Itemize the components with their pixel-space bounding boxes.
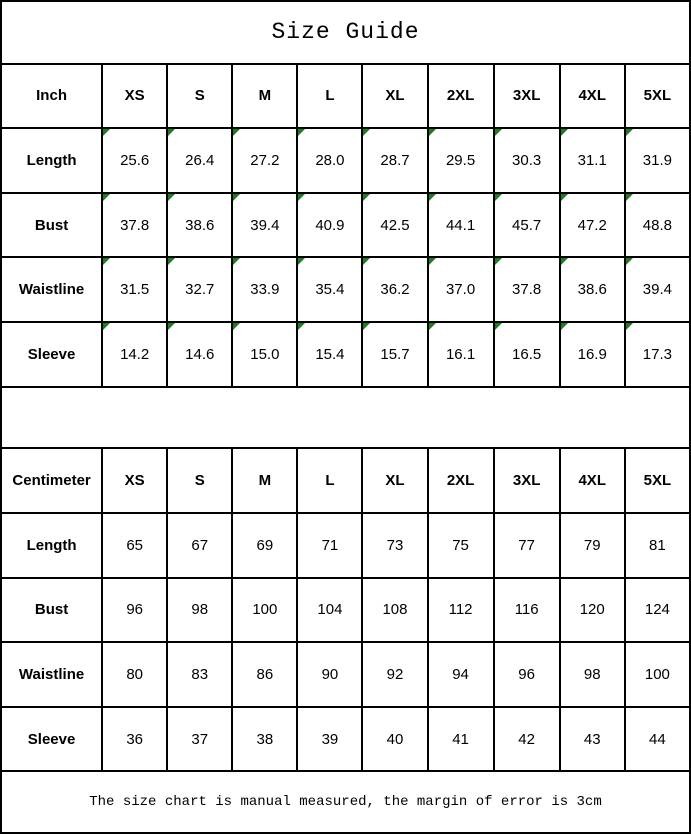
size-value-cell [167,578,232,643]
size-value-cell [297,257,362,322]
size-value-cell [428,642,494,707]
cell-value-text: 38.6 [185,216,215,234]
size-value-cell [362,322,427,387]
cell-marker-icon [168,323,175,330]
size-value-cell [232,128,297,193]
cell-value-text: 15.0 [250,345,280,363]
size-value-cell [560,128,625,193]
size-value-cell [625,707,690,772]
size-value-cell [102,128,167,193]
size-value-cell [428,128,494,193]
size-header-row [1,64,690,129]
measurement-row [1,322,690,387]
size-value-cell [167,707,232,772]
size-value-cell [297,707,362,772]
cell-value-text: 92 [386,665,404,683]
cell-value-text: 39.4 [642,281,672,299]
size-header-cell: S [167,64,232,129]
size-header-cell: M [232,64,297,129]
cell-marker-icon [495,194,502,201]
cell-marker-icon [363,194,370,201]
size-header-cell: XL [362,64,427,129]
inch-table-body [1,64,690,387]
cell-value-text: 15.4 [315,345,345,363]
cell-value-text: 29.5 [445,152,476,170]
size-value-cell [167,193,232,258]
size-value-cell [625,128,690,193]
cell-value-text: 71 [321,536,339,554]
cell-marker-icon [626,194,633,201]
cell-value-text: 47.2 [577,216,607,234]
measurement-label-cell: Bust [1,193,102,258]
size-value-cell [297,513,362,578]
size-value-cell [560,578,625,643]
measurement-row [1,642,690,707]
cell-marker-icon [495,129,502,136]
cell-value-text: 75 [452,536,469,554]
cell-value-text: 27.2 [250,152,280,170]
cell-marker-icon [298,194,305,201]
cell-marker-icon [495,323,502,330]
size-value-cell [102,642,167,707]
cell-value-text: 80 [126,665,144,683]
cell-marker-icon [429,258,436,265]
cell-value-text: 67 [191,536,209,554]
cell-marker-icon [233,323,240,330]
size-value-cell [297,128,362,193]
cell-value-text: 25.6 [120,152,150,170]
cell-value-text: 44.1 [445,216,476,234]
cell-value-text: 31.5 [120,281,150,299]
size-value-cell [625,322,690,387]
size-value-cell [494,128,560,193]
cell-value-text: 79 [583,536,601,554]
size-value-cell [297,193,362,258]
size-value-cell [102,578,167,643]
cell-value-text: 83 [191,665,209,683]
size-value-cell [102,193,167,258]
cell-value-text: 73 [386,536,404,554]
cell-value-text: 39.4 [250,216,280,234]
spacer-section [1,387,690,449]
spacer-row [1,387,690,449]
size-value-cell [362,513,427,578]
cell-value-text: 100 [644,665,670,683]
size-value-cell [625,193,690,258]
cell-value-text: 33.9 [250,281,280,299]
measurement-label-cell: Bust [1,578,102,643]
cell-value-text: 65 [126,536,144,554]
size-value-cell [362,257,427,322]
cell-value-text: 16.1 [445,345,476,363]
cell-value-text: 39 [321,730,339,748]
size-value-cell [625,513,690,578]
cell-value-text: 96 [126,601,144,619]
measurement-row [1,707,690,772]
measurement-row [1,193,690,258]
title-section [1,1,690,64]
cell-value-text: 90 [321,665,339,683]
size-value-cell [362,642,427,707]
cell-value-text: 26.4 [185,152,215,170]
cell-marker-icon [561,258,568,265]
size-header-cell: 5XL [625,64,690,129]
size-value-cell [494,578,560,643]
size-value-cell [560,513,625,578]
cell-marker-icon [363,258,370,265]
page-title: Size Guide [1,1,690,64]
cell-value-text: 112 [448,601,473,619]
size-value-cell [428,322,494,387]
size-header-row [1,448,690,513]
cell-marker-icon [168,129,175,136]
size-value-cell [428,257,494,322]
cell-value-text: 43 [583,730,601,748]
size-value-cell [102,257,167,322]
cell-marker-icon [103,258,110,265]
cell-marker-icon [561,323,568,330]
cell-marker-icon [429,194,436,201]
cell-value-text: 42.5 [380,216,410,234]
cell-value-text: 17.3 [642,345,672,363]
cell-value-text: 98 [583,665,601,683]
footer-row [1,771,690,833]
size-value-cell [167,322,232,387]
size-value-cell [625,578,690,643]
size-header-cell: 5XL [625,448,690,513]
size-value-cell [297,322,362,387]
size-value-cell [232,707,297,772]
cell-value-text: 108 [382,601,408,619]
size-value-cell [494,322,560,387]
cell-value-text: 36.2 [380,281,410,299]
cell-marker-icon [626,129,633,136]
cell-value-text: 14.2 [120,345,150,363]
size-value-cell [428,707,494,772]
cell-marker-icon [103,194,110,201]
cell-value-text: 31.9 [642,152,672,170]
cell-marker-icon [626,323,633,330]
size-value-cell [232,257,297,322]
size-header-cell: 3XL [494,448,560,513]
cell-marker-icon [233,129,240,136]
cell-value-text: 45.7 [512,216,542,234]
cell-marker-icon [103,129,110,136]
cell-value-text: 37.0 [445,281,476,299]
size-value-cell [362,128,427,193]
size-header-cell: 4XL [560,448,625,513]
cell-marker-icon [298,129,305,136]
size-value-cell [167,128,232,193]
measurement-row [1,257,690,322]
measurement-label-cell: Waistline [1,257,102,322]
unit-header-cell: Centimeter [1,448,102,513]
cell-value-text: 38.6 [577,281,607,299]
cell-value-text: 30.3 [512,152,542,170]
cell-value-text: 94 [452,665,469,683]
size-header-cell: XS [102,64,167,129]
measurement-row [1,578,690,643]
size-value-cell [494,257,560,322]
cell-value-text: 37.8 [512,281,542,299]
cell-value-text: 35.4 [315,281,345,299]
cell-value-text: 81 [649,536,666,554]
size-value-cell [362,707,427,772]
cell-marker-icon [429,323,436,330]
size-value-cell [232,578,297,643]
size-header-cell: L [297,448,362,513]
size-header-cell: 2XL [428,64,494,129]
size-value-cell [232,513,297,578]
cell-value-text: 37 [191,730,209,748]
cell-value-text: 28.0 [315,152,345,170]
spacer-cell [1,387,690,449]
size-value-cell [102,322,167,387]
cell-marker-icon [626,258,633,265]
size-value-cell [560,257,625,322]
cell-marker-icon [233,194,240,201]
size-header-cell: 2XL [428,448,494,513]
cell-marker-icon [561,129,568,136]
size-value-cell [232,193,297,258]
cell-value-text: 36 [126,730,144,748]
size-value-cell [428,513,494,578]
measurement-label-cell: Sleeve [1,322,102,387]
cell-value-text: 86 [256,665,274,683]
measurement-label-cell: Length [1,513,102,578]
size-header-cell: XL [362,448,427,513]
size-value-cell [494,642,560,707]
size-value-cell [362,578,427,643]
size-header-cell: 3XL [494,64,560,129]
cell-value-text: 38 [256,730,274,748]
cell-value-text: 124 [644,601,670,619]
size-header-cell: 4XL [560,64,625,129]
cell-value-text: 104 [317,601,343,619]
size-value-cell [560,193,625,258]
size-header-cell: S [167,448,232,513]
measurement-label-cell: Waistline [1,642,102,707]
cell-marker-icon [168,194,175,201]
cell-value-text: 28.7 [380,152,410,170]
size-value-cell [362,193,427,258]
cell-value-text: 120 [579,601,605,619]
size-value-cell [494,513,560,578]
unit-header-cell: Inch [1,64,102,129]
size-value-cell [232,642,297,707]
cell-marker-icon [363,323,370,330]
cell-value-text: 16.9 [577,345,607,363]
cell-marker-icon [429,129,436,136]
cell-value-text: 37.8 [120,216,150,234]
cell-marker-icon [168,258,175,265]
size-value-cell [102,707,167,772]
size-value-cell [102,513,167,578]
cell-value-text: 16.5 [512,345,542,363]
cell-value-text: 40.9 [315,216,345,234]
title-row [1,1,690,64]
cell-value-text: 32.7 [185,281,215,299]
size-value-cell [167,642,232,707]
cell-value-text: 14.6 [185,345,215,363]
cell-value-text: 15.7 [380,345,410,363]
measurement-label-cell: Sleeve [1,707,102,772]
cell-value-text: 69 [256,536,274,554]
cell-value-text: 31.1 [577,152,607,170]
footer-section [1,771,690,833]
size-header-cell: M [232,448,297,513]
size-value-cell [560,642,625,707]
measurement-label-cell: Length [1,128,102,193]
size-value-cell [232,322,297,387]
centimeter-table-body [1,448,690,771]
cell-marker-icon [363,129,370,136]
size-value-cell [428,578,494,643]
size-value-cell [167,257,232,322]
cell-value-text: 100 [252,601,278,619]
size-value-cell [494,193,560,258]
size-value-cell [625,257,690,322]
cell-marker-icon [233,258,240,265]
size-value-cell [167,513,232,578]
cell-value-text: 44 [649,730,666,748]
cell-value-text: 116 [514,601,539,619]
size-header-cell: XS [102,448,167,513]
cell-value-text: 98 [191,601,209,619]
size-header-cell: L [297,64,362,129]
size-value-cell [297,642,362,707]
size-value-cell [625,642,690,707]
cell-value-text: 77 [518,536,535,554]
size-value-cell [494,707,560,772]
cell-marker-icon [561,194,568,201]
cell-marker-icon [495,258,502,265]
cell-value-text: 42 [518,730,535,748]
cell-marker-icon [298,323,305,330]
cell-value-text: 41 [452,730,469,748]
size-value-cell [297,578,362,643]
cell-marker-icon [298,258,305,265]
measurement-row [1,128,690,193]
cell-value-text: 96 [518,665,535,683]
measurement-row [1,513,690,578]
cell-value-text: 40 [386,730,404,748]
cell-marker-icon [103,323,110,330]
size-value-cell [560,707,625,772]
size-value-cell [428,193,494,258]
size-value-cell [560,322,625,387]
footer-note: The size chart is manual measured, the margin of error is 3cm [1,771,690,833]
cell-value-text: 48.8 [642,216,672,234]
